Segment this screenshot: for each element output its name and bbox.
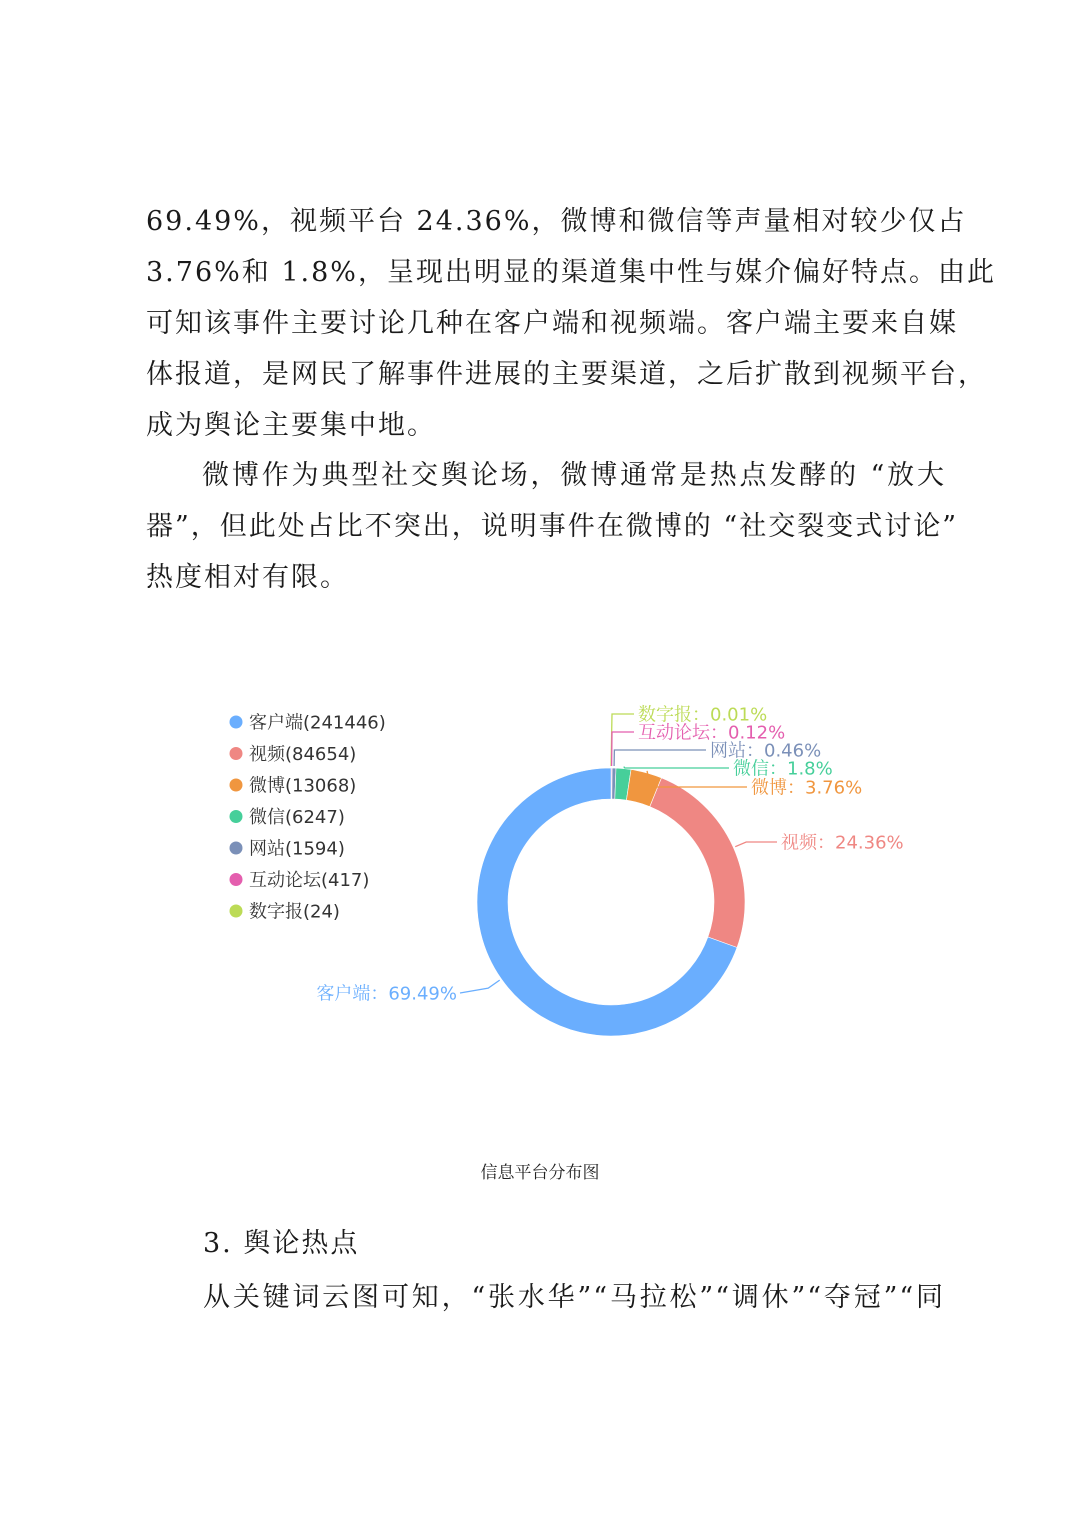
legend-label: 网站(1594) (249, 838, 345, 860)
percent-label: 网站：0.46% (710, 740, 822, 762)
percent-label: 客户端：69.49% (316, 983, 457, 1005)
legend-label: 微博(13068) (249, 775, 357, 797)
paragraph-line: 体报道，是网民了解事件进展的主要渠道，之后扩散到视频平台， (146, 359, 987, 390)
legend-label: 客户端(241446) (249, 712, 386, 734)
legend-marker (230, 810, 243, 823)
legend-marker (230, 873, 243, 886)
leader-line (624, 767, 729, 768)
percent-label: 视频：24.36% (781, 832, 904, 854)
platform-distribution-donut-chart (0, 690, 1080, 1090)
paragraph-line: 器”，但此处占比不突出，说明事件在微博的 “社交裂变式讨论” (146, 511, 958, 542)
paragraph-line: 成为舆论主要集中地。 (146, 410, 436, 441)
section-heading: 3. 舆论热点 (203, 1228, 360, 1259)
donut-slice (650, 778, 745, 948)
paragraph-line: 可知该事件主要讨论几种在客户端和视频端。客户端主要来自媒 (146, 308, 958, 339)
leader-line (460, 980, 500, 993)
legend-marker (230, 716, 243, 729)
legend-label: 数字报(24) (249, 901, 340, 923)
legend-label: 互动论坛(417) (249, 870, 370, 891)
legend-marker (230, 842, 243, 855)
chart-caption: 信息平台分布图 (480, 1163, 600, 1183)
chart-legend (230, 713, 386, 923)
leader-line (612, 732, 634, 766)
percent-label: 微博：3.76% (751, 777, 863, 799)
legend-label: 视频(84654) (249, 744, 357, 765)
percent-labels (316, 704, 903, 1005)
percent-label: 互动论坛：0.12% (638, 722, 786, 744)
leader-line (735, 842, 777, 847)
paragraph-1 (146, 196, 996, 451)
legend-marker (230, 779, 243, 792)
paragraph-line: 热度相对有限。 (146, 562, 349, 593)
legend-marker (230, 747, 243, 760)
percent-label: 数字报：0.01% (638, 704, 768, 726)
paragraph-2 (146, 450, 958, 603)
paragraph-line: 69.49%，视频平台 24.36%，微博和微信等声量相对较少仅占 (146, 206, 967, 237)
paragraph-3 (203, 1272, 945, 1323)
donut-slices (477, 768, 745, 1036)
legend-marker (230, 905, 243, 918)
percent-label: 微信：1.8% (733, 758, 833, 780)
paragraph-line: 3.76%和 1.8%，呈现出明显的渠道集中性与媒介偏好特点。由此 (146, 257, 996, 288)
legend-label: 微信(6247) (249, 807, 345, 828)
paragraph-line: 从关键词云图可知，“张水华”“马拉松”“调休”“夺冠”“同 (203, 1282, 945, 1313)
leader-line (614, 750, 706, 766)
paragraph-line: 微博作为典型社交舆论场，微博通常是热点发酵的 “放大 (202, 460, 946, 491)
